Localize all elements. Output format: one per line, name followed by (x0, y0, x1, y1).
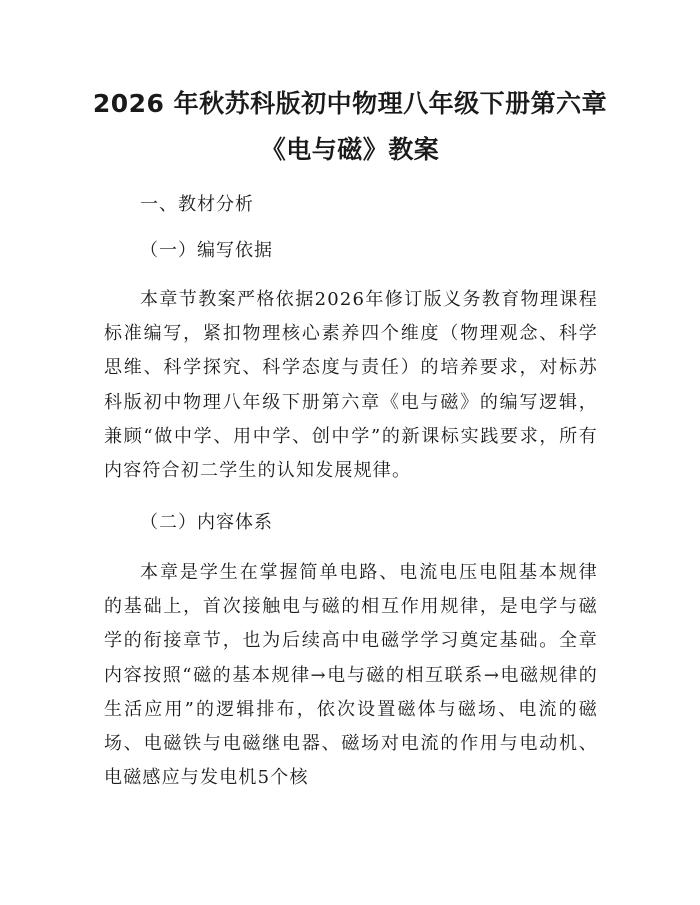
section-heading-textbook-analysis: 一、教材分析 (140, 194, 254, 215)
paragraph-basis: 本章节教案严格依据2026年修订版义务教育物理课程标准编写，紧扣物理核心素养四个维度（物理观念、科学思维、科学探究、科学态度与责任）的培养要求，对标苏科版初中物理八年级下册第六章《电与磁》的编写逻辑，兼顾“做中学、用中学、创中学”的新课标实践要求，所有内容符合初二学生的认知发展规律。 (104, 289, 598, 482)
document-title-line-2: 《电与磁》教案 (260, 135, 440, 164)
paragraph-content-system: 本章是学生在掌握简单电路、电流电压电阻基本规律的基础上，首次接触电与磁的相互作用规律，是电学与磁学的衔接章节，也为后续高中电磁学学习奠定基础。全章内容按照“磁的基本规律→电与磁的相互联系→电磁规律的生活应用”的逻辑排布，依次设置磁体与磁场、电流的磁场、电磁铁与电磁继电器、磁场对电流的作用与电动机、电磁感应与发电机5个核 (104, 562, 598, 789)
document-title-line-1: 2026 年秋苏科版初中物理八年级下册第六章 (92, 89, 608, 118)
subsection-heading-content-system: （二）内容体系 (140, 512, 273, 533)
subsection-heading-basis: （一）编写依据 (140, 240, 273, 261)
